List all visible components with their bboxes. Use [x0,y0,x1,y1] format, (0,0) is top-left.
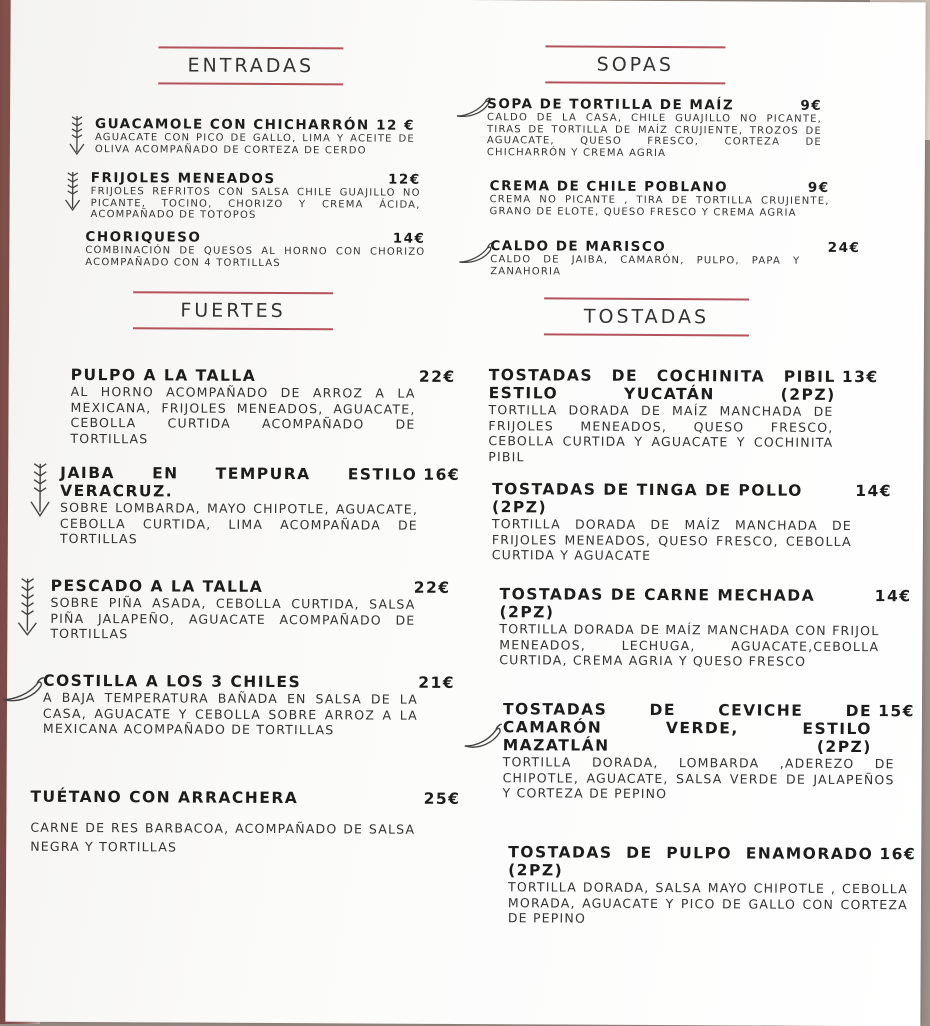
item-price: 14€ [874,587,912,606]
section-title-fuertes: FUERTES [133,291,333,330]
item-name: CREMA DE CHILE POBLANO [489,178,729,196]
item-price: 16€ [423,465,461,484]
item-name: TOSTADAS DE PULPO ENAMORADO (2PZ) [508,843,874,880]
item-name: JAIBA EN TEMPURA ESTILO VERACRUZ. [60,463,418,501]
item-description: AGUACATE CON PICO DE GALLO, LIMA Y ACEITE DE OLIVA ACOMPAÑADO DE CORTEZA DE CERDO [94,132,415,156]
item-price: 14€ [855,482,893,501]
chili-pepper-icon [1,674,45,704]
item-description: TORTILLA DORADA DE MAÍZ MANCHADA CON FRIJOL MENEADOS, LECHUGA, AGUACATE,CEBOLLA CURTIDA, CREMA AGRIA Y QUESO FRESCO [499,621,880,669]
section-title-entradas: ENTRADAS [158,46,343,85]
list-item [487,96,822,160]
list-item [50,577,450,644]
list-item [70,366,455,448]
item-price: 9€ [800,97,823,114]
item-price: 22€ [413,578,451,597]
wheat-icon [62,166,84,214]
section-title-sopas: SOPAS [545,45,725,84]
wheat-icon [66,110,88,158]
list-item [499,585,911,670]
item-name: PULPO A LA TALLA [70,365,257,385]
list-item [508,843,916,928]
item-name: TUÉTANO CON ARRACHERA [30,787,299,808]
item-price: 9€ [807,179,830,196]
item-price: 13€ [841,367,879,387]
item-description: CALDO DE JAIBA, CAMARÓN, PULPO, PAPA Y ZANAHORIA [490,254,801,277]
item-description: AL HORNO ACOMPAÑADO DE ARROZ A LA MEXICANA, FRIJOLES MENEADOS, AGUACATE, CEBOLLA CURTIDA ACOMPAÑADO DE TORTILLAS [70,383,416,446]
list-item [488,366,879,466]
menu-page [5,0,925,1026]
item-name: TOSTADAS DE CEVICHE DE CAMARÓN VERDE, ESTILO MAZATLÁN (2PZ) [502,700,873,757]
item-description: TORTILLA DORADA DE MAÍZ MANCHADA DE FRIJOLES MENEADOS, QUESO FRESCO, CEBOLLA CURTIDA Y AGUACATE Y COCHINITA PIBIL [488,402,834,464]
item-name: COSTILLA A LOS 3 CHILES [43,671,302,692]
item-price: 22€ [418,367,456,386]
wheat-icon [13,573,41,639]
list-item [43,672,455,739]
item-price: 21€ [418,673,456,692]
list-item [490,238,860,279]
item-name: TOSTADAS DE CARNE MECHADA (2PZ) [499,585,816,622]
list-item [30,788,460,858]
item-description: COMBINACIÓN DE QUESOS AL HORNO CON CHORIZO ACOMPAÑADO CON 4 TORTILLAS [85,245,426,269]
item-name: PESCADO A LA TALLA [50,576,264,596]
item-price: 12€ [388,171,421,188]
section-title-tostadas: TOSTADAS [544,297,749,336]
item-name: CHORIQUESO [85,229,202,246]
chili-pepper-icon [457,240,493,266]
item-description: CARNE DE RES BARBACOA, ACOMPAÑADO DE SALSA NEGRA Y TORTILLAS [30,819,416,855]
item-name: CALDO DE MARISCO [490,238,667,256]
chili-pepper-icon [463,720,503,750]
item-price: 12 € [376,117,416,134]
item-name: FRIJOLES MENEADOS [90,170,276,188]
item-name: TOSTADAS DE TINGA DE POLLO (2PZ) [491,480,803,517]
list-item [85,229,425,270]
item-description: FRIJOLES REFRITOS CON SALSA CHILE GUAJILLO NO PICANTE, TOCINO, CHORIZO Y CREMA ÁCIDA, ACOMPAÑADO DE TOTOPOS [90,186,421,221]
item-price: 24€ [827,239,861,257]
list-item [60,464,460,549]
item-price: 15€ [878,702,916,721]
list-item [490,178,830,219]
item-price: 16€ [879,845,917,864]
item-description: CALDO DE LA CASA, CHILE GUAJILLO NO PICANTE, TIRAS DE TORTILLA DE MAÍZ CRUJIENTE, TROZOS DE AGUACATE, QUESO FRESCO, CORTEZA DE CHICHARRÓN Y CREMA AGRIA [486,112,823,159]
item-name: TOSTADAS DE COCHINITA PIBIL ESTILO YUCATÁN (2PZ) [488,366,836,404]
item-description: CREMA NO PICANTE , TIRA DE TORTILLA CRUJIENTE, GRANO DE ELOTE, QUESO FRESCO Y CREMA AGRIA [489,194,830,219]
item-description: TORTILLA DORADA, LOMBARDA ,ADEREZO DE CHIPOTLE, AGUACATE, SALSA VERDE DE JALAPEÑOS Y CORTEZA DE PEPINO [502,754,895,802]
list-item [502,700,915,803]
list-item [492,480,892,565]
list-item [91,170,421,222]
list-item [95,116,415,157]
item-price: 14€ [392,230,426,247]
item-description: TORTILLA DORADA, SALSA MAYO CHIPOTLE , CEBOLLA MORADA, AGUACATE Y PICO DE GALLO CON CORTEZA DE PEPINO [507,879,909,926]
item-name: GUACAMOLE CON CHICHARRÓN [94,116,370,134]
item-price: 25€ [423,789,461,808]
chili-pepper-icon [455,96,491,120]
item-description: A BAJA TEMPERATURA BAÑADA EN SALSA DE LA CASA, AGUACATE Y CEBOLLA SOBRE ARROZ A LA MEXICANA ACOMPAÑADO DE TORTILLAS [42,689,419,738]
item-description: SOBRE PIÑA ASADA, CEBOLLA CURTIDA, SALSA PIÑA JALAPEÑO, AGUACATE ACOMPAÑADO DE TORTILLAS [50,594,416,642]
wheat-icon [26,458,54,520]
item-description: TORTILLA DORADA DE MAÍZ MANCHADA DE FRIJOLES MENEADOS, QUESO FRESCO, CEBOLLA CURTIDA Y AGUACATE [491,516,852,563]
item-name: SOPA DE TORTILLA DE MAÍZ [487,96,735,114]
item-description: SOBRE LOMBARDA, MAYO CHIPOTLE, AGUACATE, CEBOLLA CURTIDA, LIMA ACOMPAÑADA DE TORTILLAS [59,499,419,547]
